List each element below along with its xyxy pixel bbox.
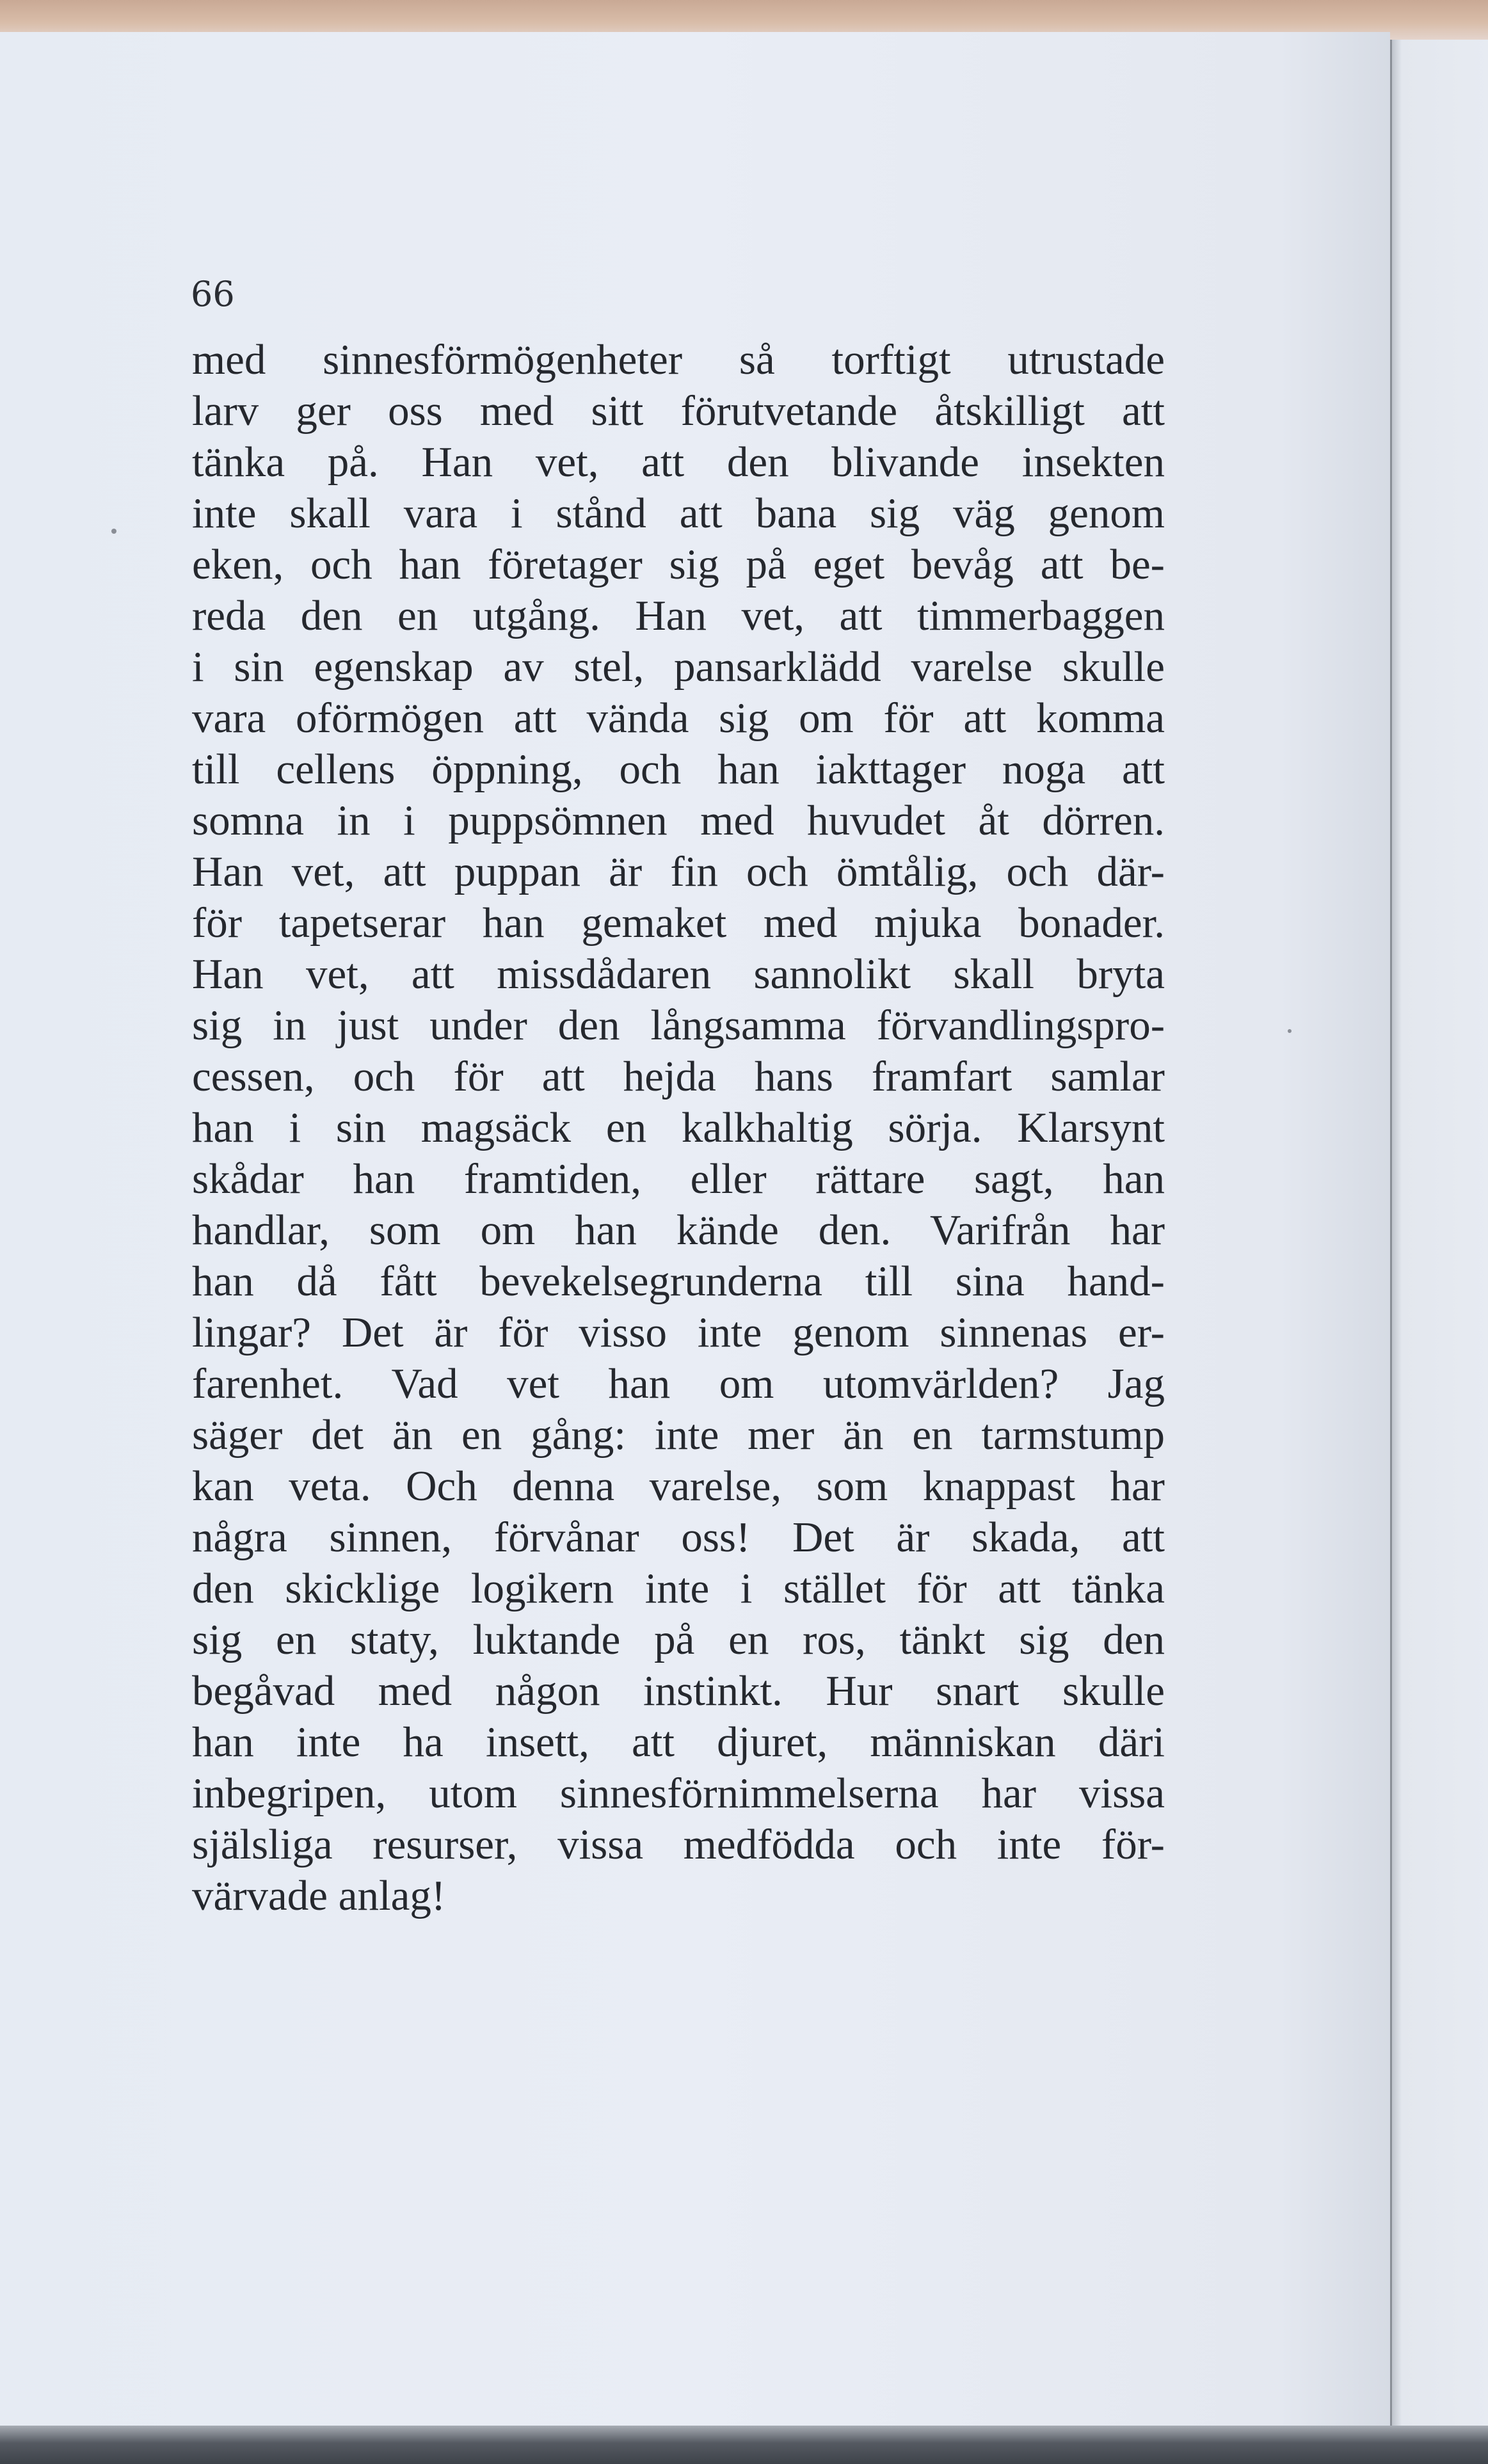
text-line: tänka på. Han vet, att den blivande insekten bbox=[192, 438, 1165, 486]
text-line: några sinnen, förvånar oss! Det är skada, att bbox=[192, 1514, 1165, 1561]
text-line: säger det än en gång: inte mer än en tarmstump bbox=[192, 1411, 1165, 1459]
text-line: somna in i puppsömnen med huvudet åt dörren. bbox=[192, 797, 1165, 844]
paper-speck bbox=[1288, 1029, 1292, 1033]
text-line: värvade anlag! bbox=[192, 1872, 446, 1919]
text-line: skådar han framtiden, eller rättare sagt, han bbox=[192, 1155, 1165, 1203]
text-line: Han vet, att puppan är fin och ömtålig, och där- bbox=[192, 848, 1165, 895]
text-line: i sin egenskap av stel, pansarklädd varelse skulle bbox=[192, 643, 1165, 691]
text-line: larv ger oss med sitt förutvetande åtskilligt att bbox=[192, 387, 1165, 435]
adjacent-page-edge bbox=[1390, 40, 1488, 2426]
body-text bbox=[192, 334, 1165, 1921]
text-line: med sinnesförmögenheter så torftigt utrustade bbox=[192, 336, 1165, 383]
text-line: cessen, och för att hejda hans framfart samlar bbox=[192, 1053, 1165, 1100]
text-line: inte skall vara i stånd att bana sig väg genom bbox=[192, 490, 1165, 537]
text-line: kan veta. Och denna varelse, som knappast har bbox=[192, 1462, 1165, 1510]
text-line: sig en staty, luktande på en ros, tänkt sig den bbox=[192, 1616, 1165, 1663]
text-line: handlar, som om han kände den. Varifrån har bbox=[192, 1206, 1165, 1254]
text-line: inbegripen, utom sinnesförnimmelserna har vissa bbox=[192, 1770, 1165, 1817]
text-line: begåvad med någon instinkt. Hur snart skulle bbox=[192, 1667, 1165, 1715]
text-line: han då fått bevekelsegrunderna till sina hand- bbox=[192, 1258, 1165, 1305]
page-number: 66 bbox=[191, 274, 235, 314]
text-line: lingar? Det är för visso inte genom sinnenas er- bbox=[192, 1309, 1165, 1356]
paper-speck bbox=[111, 529, 116, 534]
text-line: han inte ha insett, att djuret, människan däri bbox=[192, 1718, 1165, 1766]
text-line: den skicklige logikern inte i stället för att tänka bbox=[192, 1565, 1165, 1612]
text-line: farenhet. Vad vet han om utomvärlden? Jag bbox=[192, 1360, 1165, 1407]
text-line: vara oförmögen att vända sig om för att komma bbox=[192, 694, 1165, 742]
text-line: Han vet, att missdådaren sannolikt skall bryta bbox=[192, 950, 1165, 998]
text-line: reda den en utgång. Han vet, att timmerbaggen bbox=[192, 592, 1165, 639]
text-line: för tapetserar han gemaket med mjuka bonader. bbox=[192, 899, 1165, 947]
text-line: till cellens öppning, och han iakttager noga att bbox=[192, 746, 1165, 793]
text-line: själsliga resurser, vissa medfödda och inte för- bbox=[192, 1821, 1165, 1868]
text-line: sig in just under den långsamma förvandlingspro- bbox=[192, 1002, 1165, 1049]
text-line: eken, och han företager sig på eget bevåg att be- bbox=[192, 541, 1165, 588]
text-line: han i sin magsäck en kalkhaltig sörja. Klarsynt bbox=[192, 1104, 1165, 1151]
book-bottom-edge bbox=[0, 2426, 1488, 2464]
